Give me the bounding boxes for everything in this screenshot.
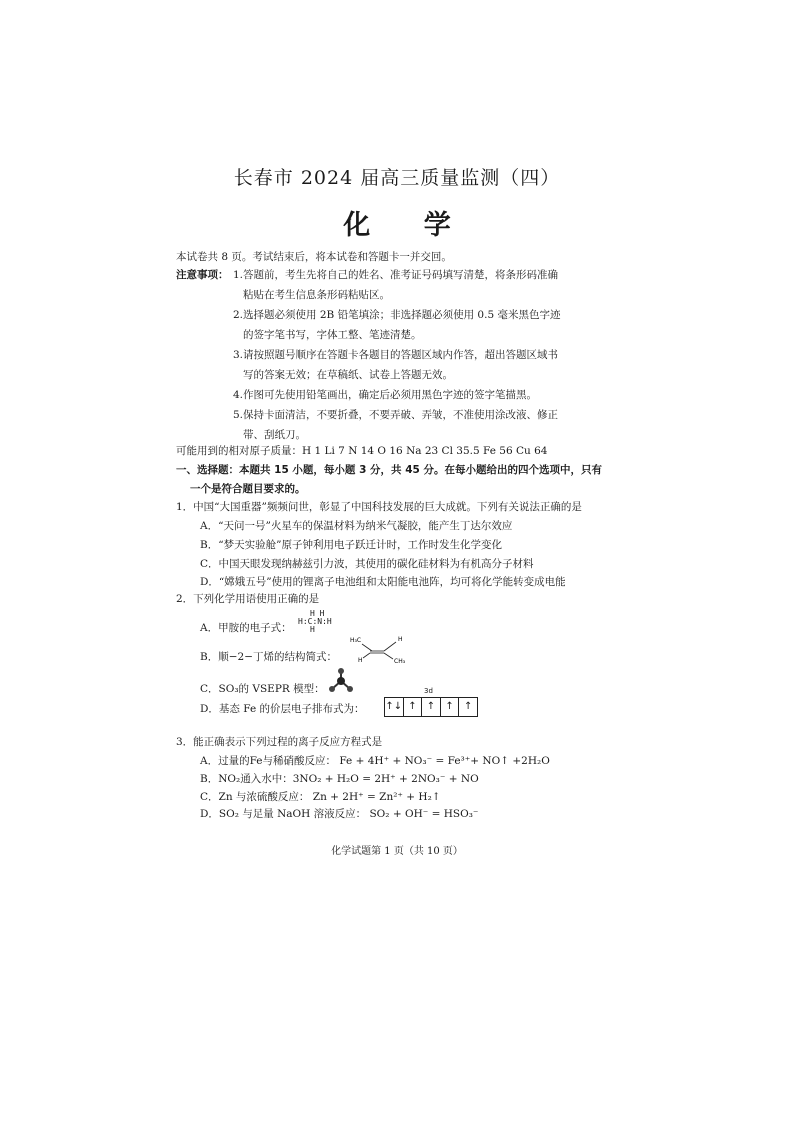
struct-h-left: H <box>358 657 363 664</box>
question-1-stem: 1．中国“大国重器”频频问世，彰显了中国科技发展的巨大成就。下列有关说法正确的是 <box>176 501 582 513</box>
struct-h-right: H <box>398 636 403 643</box>
orbital-box: ↑ <box>422 698 441 716</box>
lewis-row-top: H H <box>310 609 325 618</box>
notice-item-2-cont: 的签字笔书写，字体工整、笔迹清楚。 <box>243 329 422 341</box>
question-1-option-c: C．中国天眼发现纳赫兹引力波，其使用的碳化硅材料为有机高分子材料 <box>200 558 534 570</box>
notice-item-3-cont: 写的答案无效；在草稿纸、试卷上答题无效。 <box>243 369 453 381</box>
orbital-label: 3d <box>424 687 433 695</box>
methylamine-lewis-structure <box>298 610 332 634</box>
notice-item-1-cont: 粘贴在考生信息条形码粘贴区。 <box>243 289 390 301</box>
notice-item-5-cont: 带、刮纸刀。 <box>243 429 306 441</box>
so3-vsepr-model-icon <box>326 667 356 695</box>
struct-h3c: H₃C <box>350 637 362 644</box>
question-1-option-d: D．“嫦娥五号”使用的锂离子电池组和太阳能电池阵，均可将化学能转变成电能 <box>200 576 566 588</box>
lewis-row-mid: H:C:N:H <box>298 617 332 626</box>
section-heading-cont: 一个是符合题目要求的。 <box>190 483 306 495</box>
question-1-option-b: B．“梦天实验舱”原子钟利用电子跃迁计时，工作时发生化学变化 <box>200 539 502 551</box>
bond <box>363 653 370 658</box>
question-2-stem: 2．下列化学用语使用正确的是 <box>176 593 320 605</box>
atomic-mass-line: 可能用到的相对原子质量：H 1 Li 7 N 14 O 16 Na 23 Cl 35.5 Fe 56 Cu 64 <box>176 445 548 457</box>
question-1-option-a: A．“天问一号”火星车的保温材料为纳米气凝胶，能产生丁达尔效应 <box>200 520 513 532</box>
orbital-box: ↑ <box>441 698 460 716</box>
cis-2-butene-structure <box>348 630 408 668</box>
question-2-option-b: B．顺−2−丁烯的结构简式： <box>200 651 337 663</box>
bond <box>384 642 396 651</box>
exam-title: 长春市 2024 届高三质量监测（四） <box>233 167 561 189</box>
orbital-diagram <box>384 697 478 717</box>
notice-item-4: 4.作图可先使用铅笔画出，确定后必须用黑色字迹的签字笔描黑。 <box>233 389 538 401</box>
lewis-row-bottom: H <box>310 625 315 634</box>
orbital-box: ↑↓ <box>385 698 404 716</box>
notice-label: 注意事项： <box>176 269 229 281</box>
notice-item-1: 1.答题前，考生先将自己的姓名、准考证号码填写清楚，将条形码准确 <box>233 269 559 281</box>
question-3-option-b: B．NO₂通入水中：3NO₂ + H₂O = 2H⁺ + 2NO₃⁻ + NO <box>200 773 479 785</box>
section-heading: 一、选择题：本题共 15 小题，每小题 3 分，共 45 分。在每小题给出的四个选项中，只有 <box>176 464 602 476</box>
bond <box>362 644 372 651</box>
question-2-option-d: D．基态 Fe 的价层电子排布式为： <box>200 703 365 715</box>
bond <box>384 653 393 659</box>
intro-line: 本试卷共 8 页。考试结束后，将本试卷和答题卡一并交回。 <box>176 251 452 263</box>
question-3-option-a: A．过量的Fe与稀硝酸反应： Fe + 4H⁺ + NO₃⁻ = Fe³⁺+ NO↑ +2H₂O <box>200 755 550 767</box>
notice-item-3: 3.请按照题号顺序在答题卡各题目的答题区域内作答，超出答题区域书 <box>233 349 559 361</box>
page-footer: 化学试题第 1 页（共 10 页） <box>331 846 463 857</box>
struct-ch3: CH₃ <box>394 658 406 665</box>
question-3-option-d: D．SO₂ 与足量 NaOH 溶液反应： SO₂ + OH⁻ = HSO₃⁻ <box>200 808 479 820</box>
notice-item-5: 5.保持卡面清洁，不要折叠，不要弄破、弄皱，不准使用涂改液、修正 <box>233 409 559 421</box>
subject-title: 化 学 <box>343 210 473 241</box>
question-3-option-c: C．Zn 与浓硫酸反应： Zn + 2H⁺ = Zn²⁺ + H₂↑ <box>200 791 441 803</box>
orbital-box: ↑ <box>463 701 473 712</box>
notice-item-2: 2.选择题必须使用 2B 铅笔填涂；非选择题必须使用 0.5 毫米黑色字迹 <box>233 309 561 321</box>
orbital-box: ↑ <box>404 698 423 716</box>
question-3-stem: 3．能正确表示下列过程的离子反应方程式是 <box>176 736 383 748</box>
question-2-option-a: A．甲胺的电子式： <box>200 622 292 634</box>
question-2-option-c: C．SO₃的 VSEPR 模型： <box>200 683 325 695</box>
